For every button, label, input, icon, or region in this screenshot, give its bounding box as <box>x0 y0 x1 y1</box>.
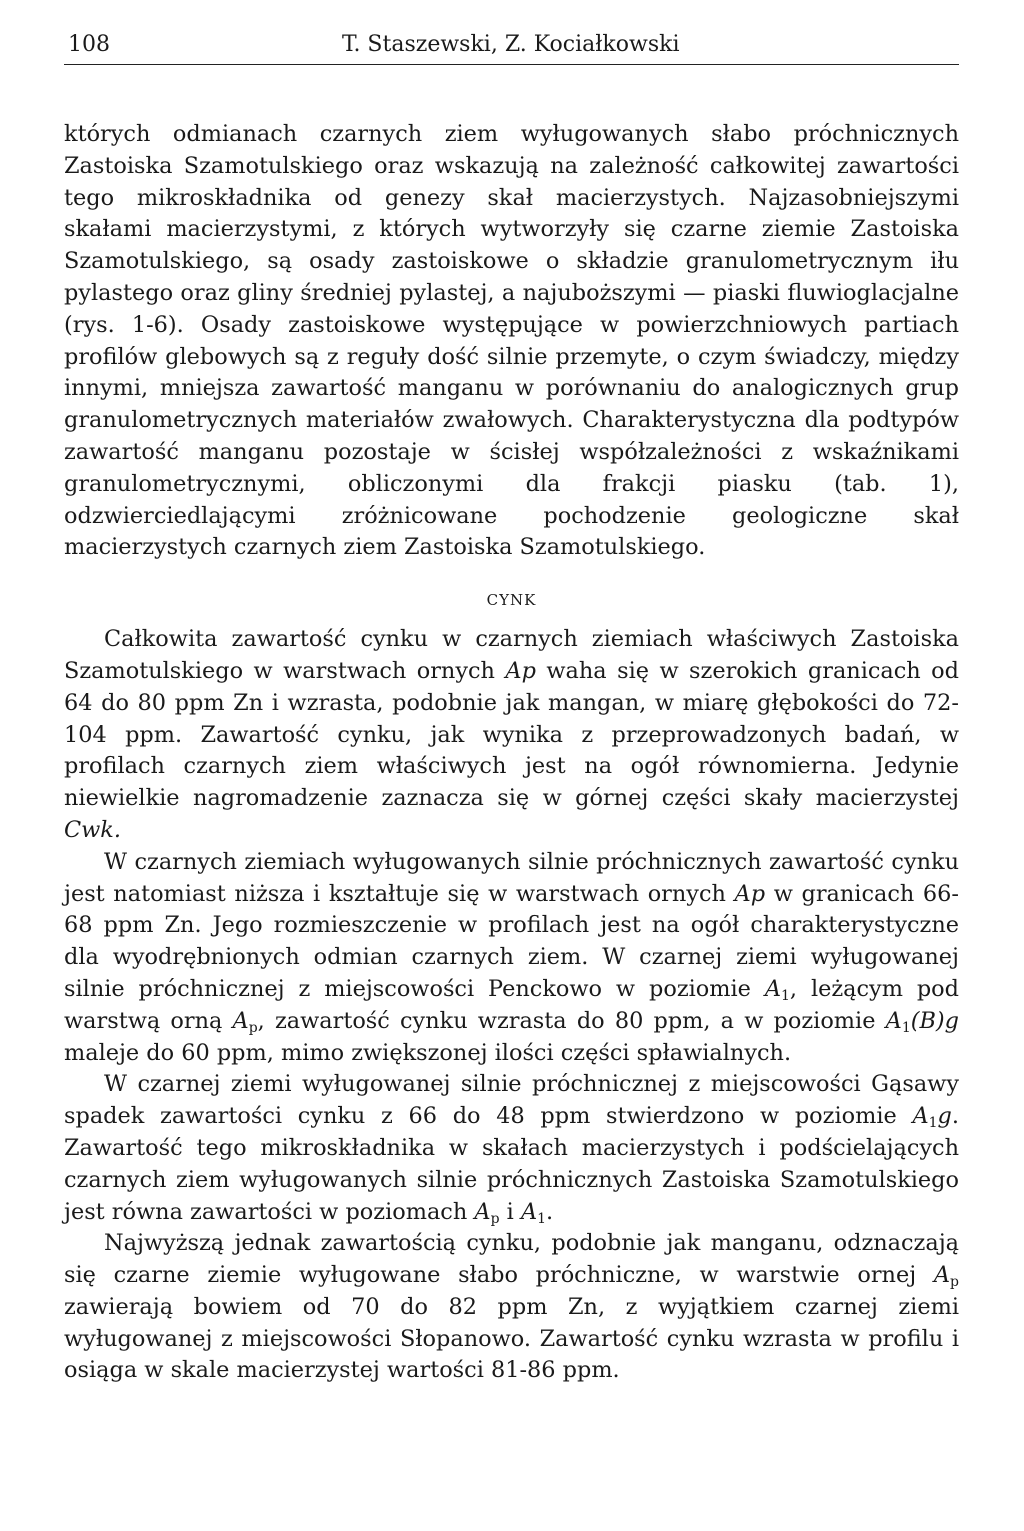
article-body <box>64 119 959 1387</box>
text-run: waha się w szerokich granicach od 64 do 80 ppm Zn i wzrasta, podobnie jak mangan, w miarę głębokości do 72-104 ppm. Zawartość cynku, jak wynika z przeprowadzonych badań, w profilach czarnych ziem właściwych jest na ogół równomierna. Jedynie niewielkie nagromadzenie zaznacza się w górnej części skały macierzystej <box>64 657 959 812</box>
symbol-a1bg-rest: (B)g <box>910 1007 959 1034</box>
symbol-cwk: Cwk. <box>64 816 121 843</box>
symbol-a1g-rest: g <box>937 1103 952 1130</box>
text-run: zawierają bowiem od 70 do 82 ppm Zn, z wyjątkiem czarnej ziemi wyługowanej z miejscowości Słopanowo. Zawartość cynku wzrasta w profilu i osiąga w skale macierzystej wartości 81-86 ppm. <box>64 1293 959 1384</box>
text-run: W czarnych ziemiach wyługowanych silnie próchnicznych zawartość cynku jest natomiast niższa i kształtuje się w warstwach ornych <box>64 848 959 907</box>
paragraph-leached-strongly-humic <box>64 847 959 1070</box>
subscript: 1 <box>537 1210 547 1227</box>
symbol-a1: A <box>520 1198 538 1225</box>
text-run: . <box>546 1198 554 1225</box>
symbol-a1bg: A <box>885 1007 902 1034</box>
subscript: 1 <box>781 987 790 1004</box>
paragraph-gasawy <box>64 1069 959 1228</box>
symbol-a1: A <box>764 975 781 1002</box>
subscript: 1 <box>928 1115 938 1132</box>
text-run: Najwyższą jednak zawartością cynku, podobnie jak manganu, odznaczają się czarne ziemie wyługowane słabo próchniczne, w warstwie ornej <box>64 1230 959 1289</box>
symbol-ap: Ap <box>505 657 536 684</box>
page-number: 108 <box>68 32 110 57</box>
text-run: , zawartość cynku wzrasta do 80 ppm, a w poziomie <box>257 1007 886 1034</box>
paragraph-highest-zinc <box>64 1228 959 1387</box>
symbol-ap: A <box>474 1198 491 1225</box>
text-run: W czarnej ziemi wyługowanej silnie próchnicznej z miejscowości Gąsawy spadek zawartości cynku z 66 do 48 ppm stwierdzono w poziomie <box>64 1071 959 1130</box>
subscript: p <box>490 1210 500 1227</box>
text-run: Całkowita zawartość cynku w czarnych ziemiach właściwych Zastoiska Szamotulskiego w warstwach ornych <box>64 626 959 684</box>
page <box>64 26 959 1387</box>
symbol-ap: A <box>933 1262 951 1289</box>
subscript: p <box>950 1274 959 1291</box>
subscript: 1 <box>901 1019 911 1036</box>
text-run: . Zawartość tego mikroskładnika w skałach macierzystych i podścielających czarnych ziem wyługowanych silnie próchnicznych Zastoiska Szamotulskiego jest równa zawartości w poziomach <box>64 1103 959 1225</box>
text-run: maleje do 60 ppm, mimo zwiększonej ilości części spławialnych. <box>64 1039 792 1066</box>
paragraph-continuation: których odmianach czarnych ziem wyługowanych słabo próchnicznych Zastoiska Szamotulskiego oraz wskazują na zależność całkowitej zawartości tego mikroskładnika od genezy skał macierzystych. Najzasobniejszymi skałami macierzystymi, z których wytworzyły się czarne ziemie Zastoiska Szamotulskiego, są osady zastoiskowe o składzie granulometrycznym iłu pylastego oraz gliny średniej pylastej, a najuboższymi — piaski fluwioglacjalne (rys. 1-6). Osady zastoiskowe występujące w powierzchniowych partiach profilów glebowych są z reguły dość silnie przemyte, o czym świadczy, między innymi, mniejsza zawartość manganu w porównaniu do analogicznych grup granulometrycznych materiałów zwałowych. Charakterystyczna dla podtypów zawartość manganu pozostaje w ścisłej współzależności z wskaźnikami granulometrycznymi, obliczonymi dla frakcji piasku (tab. 1), odzwierciedlającymi zróżnicowane pochodzenie geologiczne skał macierzystych czarnych ziem Zastoiska Szamotulskiego. <box>64 121 959 561</box>
running-title-authors: T. Staszewski, Z. Kociałkowski <box>342 32 680 57</box>
text-run: , leżącym pod warstwą orną <box>64 975 959 1034</box>
paragraph-zinc-intro <box>64 624 959 847</box>
text-run: i <box>499 1198 521 1225</box>
symbol-ap: A <box>232 1007 249 1034</box>
symbol-ap: Ap <box>734 880 766 907</box>
section-heading-cynk: CYNK <box>486 591 537 610</box>
text-run: w granicach 66-68 ppm Zn. Jego rozmieszczenie w profilach jest na ogół charakterystyczne dla wyodrębnionych odmian czarnych ziem. W czarnej ziemi wyługowanej silnie próchnicznej z miejscowości Penckowo w poziomie <box>64 880 959 1002</box>
running-header <box>64 26 959 65</box>
subscript: p <box>248 1019 258 1036</box>
symbol-a1g: A <box>912 1103 929 1130</box>
